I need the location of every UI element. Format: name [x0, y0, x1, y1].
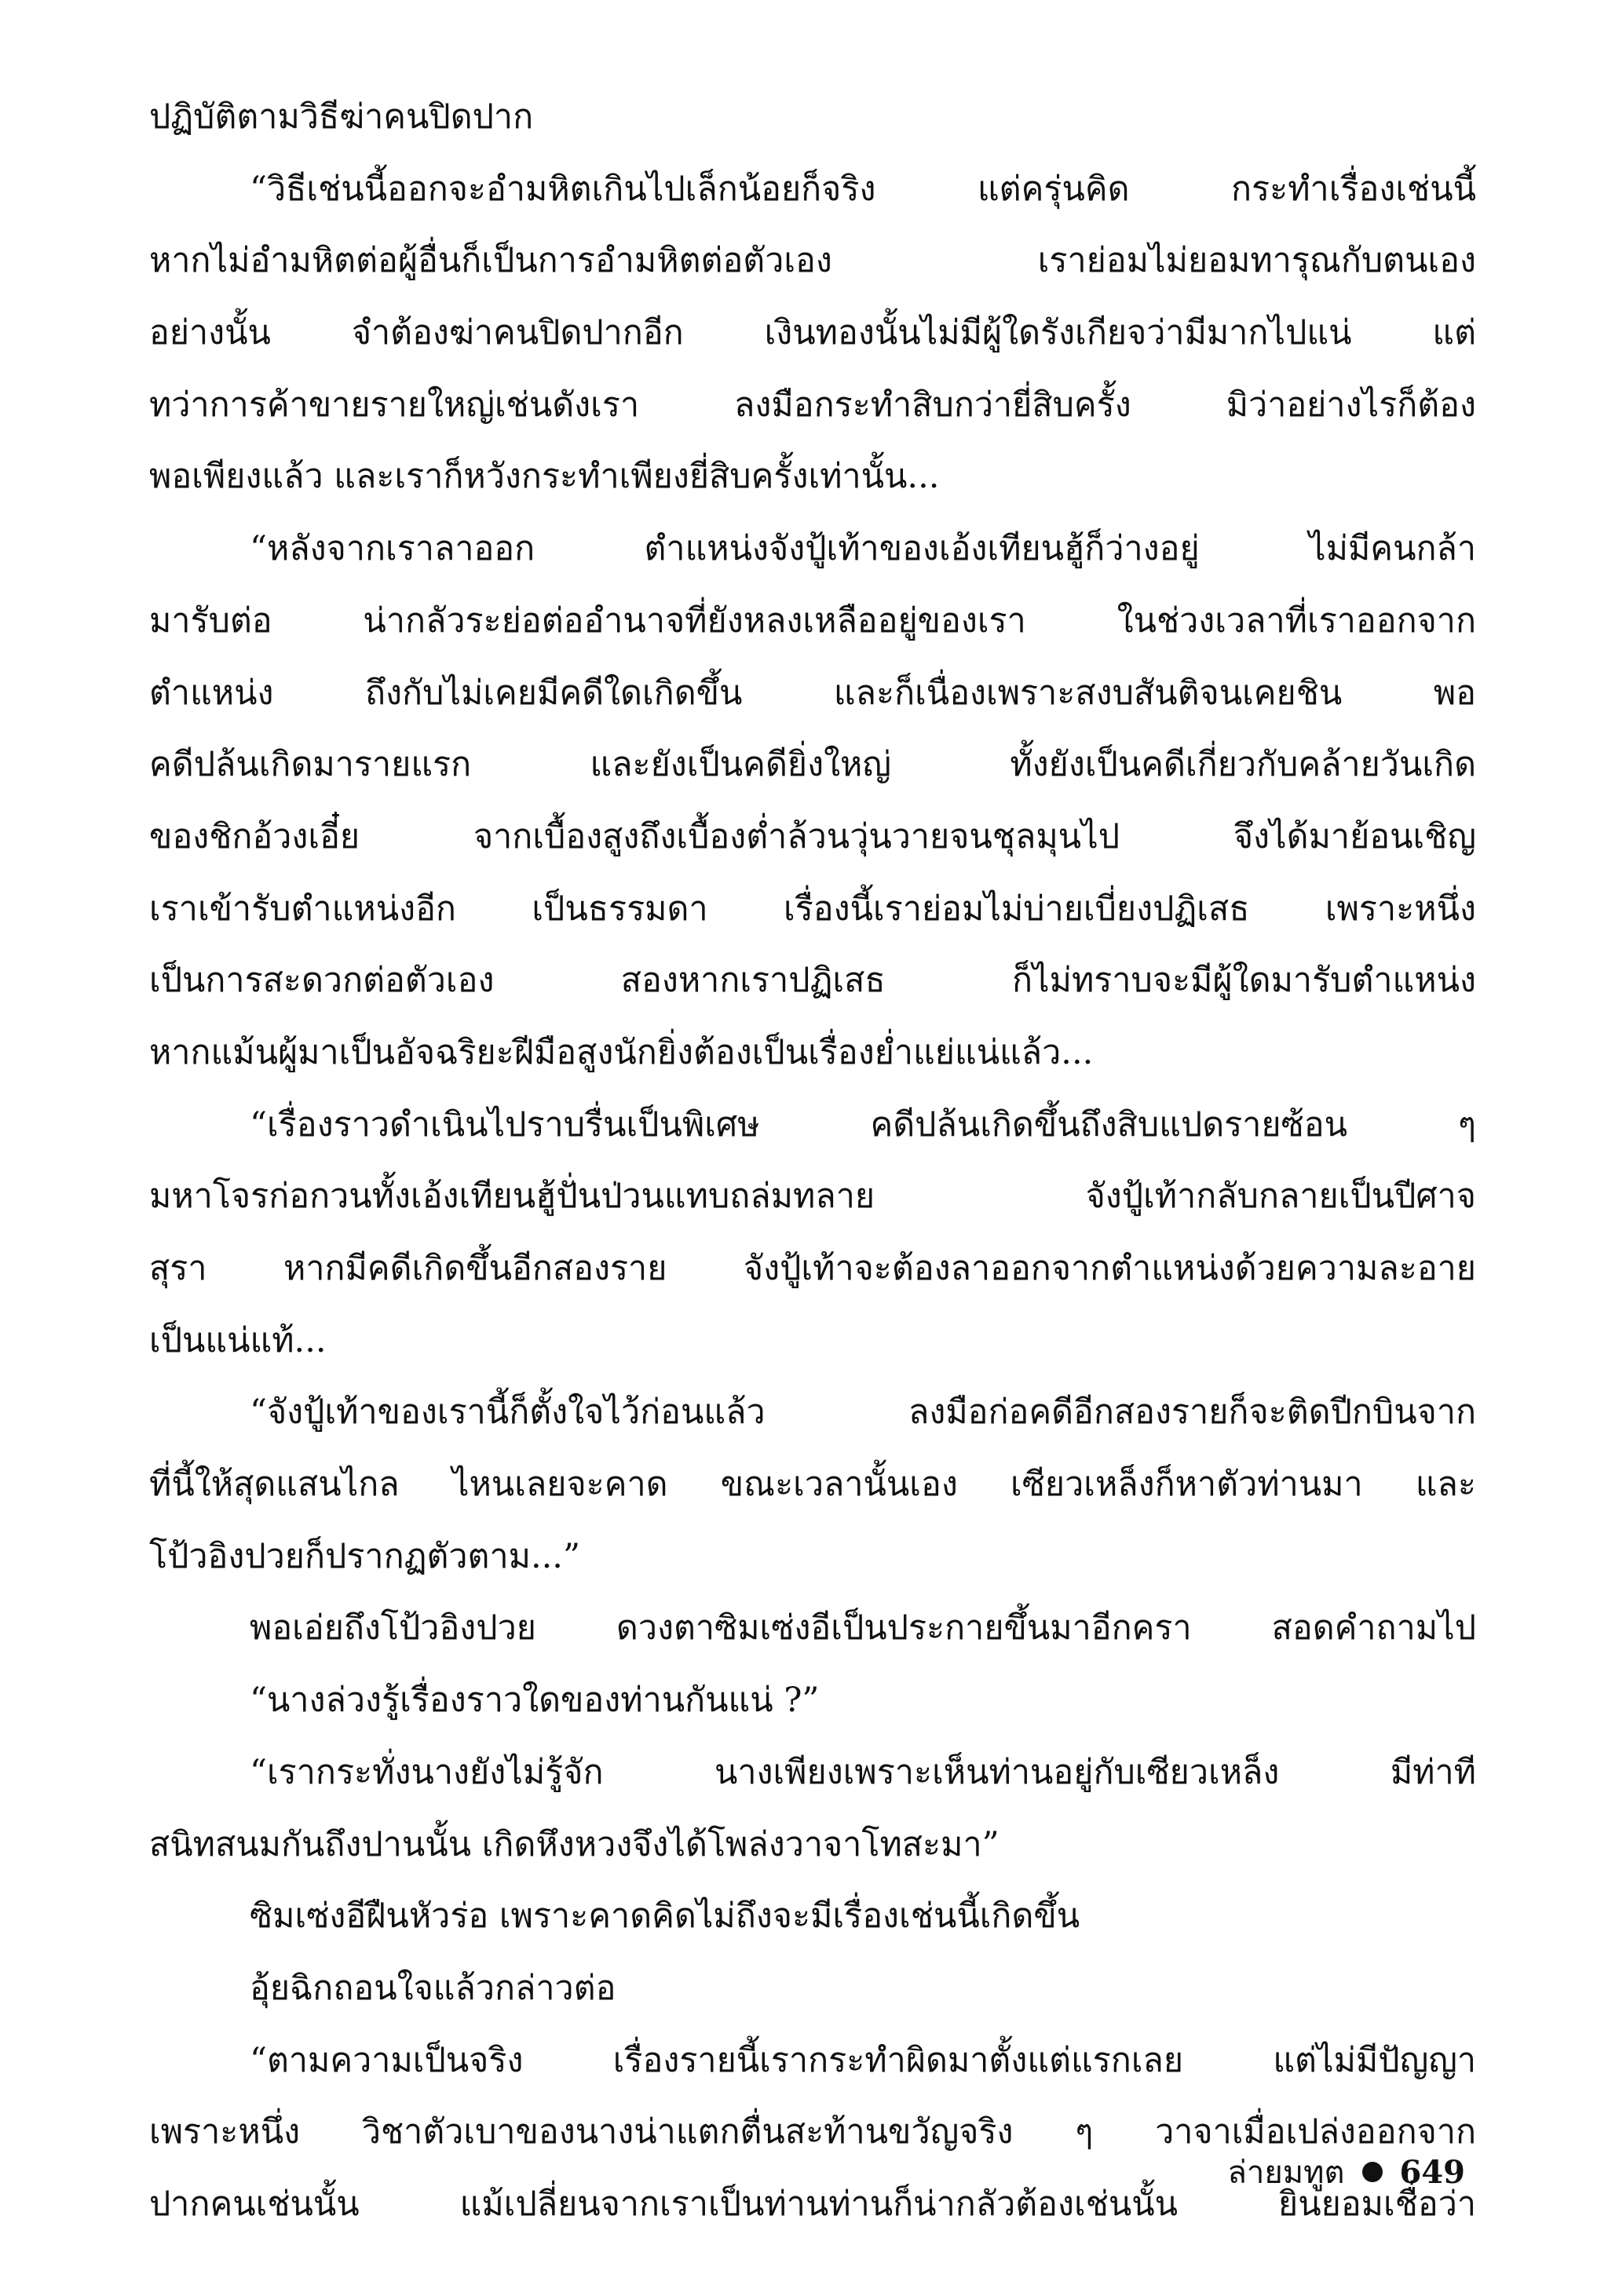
text-line: อย่างนั้น จำต้องฆ่าคนปิดปากอีก เงินทองนั้นไม่มีผู้ใดรังเกียจว่ามีมากไปแน่ แต่ [149, 313, 1476, 353]
body-text [149, 82, 1476, 2241]
text-line: ปฏิบัติตามวิธีฆ่าคนปิดปาก [149, 97, 534, 137]
text-line: เป็นแน่แท้... [149, 1320, 327, 1360]
text-line: เป็นการสะดวกต่อตัวเอง สองหากเราปฏิเสธ ก็ไม่ทราบจะมีผู้ใดมารับตำแหน่ง [149, 961, 1476, 1001]
text-line: “จังปู้เท้าของเรานี้ก็ตั้งใจไว้ก่อนแล้ว ลงมือก่อคดีอีกสองรายก็จะติดปีกบินจาก [250, 1393, 1476, 1433]
text-line: “เรื่องราวดำเนินไปราบรื่นเป็นพิเศษ คดีปล้นเกิดขึ้นถึงสิบแปดรายซ้อน ๆ [250, 1104, 1476, 1144]
text-line: “เรากระทั่งนางยังไม่รู้จัก นางเพียงเพราะเห็นท่านอยู่กับเซียวเหล็ง มีท่าที [250, 1752, 1476, 1792]
text-line: ตำแหน่ง ถึงกับไม่เคยมีคดีใดเกิดขึ้น และก็เนื่องเพราะสงบสันติจนเคยชิน พอ [149, 673, 1476, 713]
text-line: สุรา หากมีคดีเกิดขึ้นอีกสองราย จังปู้เท้าจะต้องลาออกจากตำแหน่งด้วยความละอาย [149, 1249, 1476, 1288]
text-line: ทว่าการค้าขายรายใหญ่เช่นดังเรา ลงมือกระทำสิบกว่ายี่สิบครั้ง มิว่าอย่างไรก็ต้อง [149, 385, 1476, 425]
text-line: มหาโจรก่อกวนทั้งเอ้งเทียนฮู้ปั่นป่วนแทบถล่มทลาย จังปู้เท้ากลับกลายเป็นปีศาจ [149, 1177, 1476, 1217]
page-number: 649 [1399, 2153, 1465, 2191]
text-line: มารับต่อ น่ากลัวระย่อต่ออำนาจที่ยังหลงเหลืออยู่ของเรา ในช่วงเวลาที่เราออกจาก [149, 600, 1476, 641]
text-line: ที่นี้ให้สุดแสนไกล ไหนเลยจะคาด ขณะเวลานั้นเอง เซียวเหล็งก็หาตัวท่านมา และ [149, 1465, 1476, 1505]
text-line: “หลังจากเราลาออก ตำแหน่งจังปู้เท้าของเอ้งเทียนฮู้ก็ว่างอยู่ ไม่มีคนกล้า [250, 529, 1476, 569]
text-line: พอเพียงแล้ว และเราก็หวังกระทำเพียงยี่สิบครั้งเท่านั้น... [149, 457, 940, 497]
text-line: ปากคนเช่นนั้น แม้เปลี่ยนจากเราเป็นท่านท่านก็น่ากลัวต้องเช่นนั้น ยินยอมเชื่อว่า [149, 2184, 1476, 2224]
page-footer [1227, 2147, 1465, 2197]
text-line: โป้วอิงปวยก็ปรากฏตัวตาม...” [149, 1536, 580, 1576]
text-line: พอเอ่ยถึงโป้วอิงปวย ดวงตาซิมเซ่งอีเป็นประกายขึ้นมาอีกครา สอดคำถามไป [250, 1608, 1476, 1648]
text-line: “นางล่วงรู้เรื่องราวใดของท่านกันแน่ ?” [250, 1681, 820, 1721]
text-line: เราเข้ารับตำแหน่งอีก เป็นธรรมดา เรื่องนี้เราย่อมไม่บ่ายเบี่ยงปฏิเสธ เพราะหนึ่ง [149, 889, 1476, 929]
text-line: คดีปล้นเกิดมารายแรก และยังเป็นคดียิ่งใหญ่ ทั้งยังเป็นคดีเกี่ยวกับคล้ายวันเกิด [149, 745, 1476, 785]
text-line: หากไม่อำมหิตต่อผู้อื่นก็เป็นการอำมหิตต่อตัวเอง เราย่อมไม่ยอมทารุณกับตนเอง [149, 241, 1476, 281]
text-line: ของชิกอ้วงเอี๋ย จากเบื้องสูงถึงเบื้องต่ำล้วนวุ่นวายจนชุลมุนไป จึงได้มาย้อนเชิญ [149, 816, 1476, 856]
text-line: อุ้ยฉิกถอนใจแล้วกล่าวต่อ [250, 1968, 616, 2008]
text-line: เพราะหนึ่ง วิชาตัวเบาของนางน่าแตกตื่นสะท้านขวัญจริง ๆ วาจาเมื่อเปล่งออกจาก [149, 2112, 1476, 2152]
bullet-icon [1362, 2162, 1383, 2182]
text-line: หากแม้นผู้มาเป็นอัจฉริยะฝีมือสูงนักยิ่งต้องเป็นเรื่องย่ำแย่แน่แล้ว... [149, 1032, 1094, 1072]
text-line: สนิทสนมกันถึงปานนั้น เกิดหึงหวงจึงได้โพล่งวาจาโทสะมา” [149, 1824, 1000, 1864]
text-line: “วิธีเช่นนี้ออกจะอำมหิตเกินไปเล็กน้อยก็จริง แต่ครุ่นคิด กระทำเรื่องเช่นนี้ [250, 169, 1476, 209]
text-line: “ตามความเป็นจริง เรื่องรายนี้เรากระทำผิดมาตั้งแต่แรกเลย แต่ไม่มีปัญญา [250, 2040, 1476, 2080]
text-line: ซิมเซ่งอีฝืนหัวร่อ เพราะคาดคิดไม่ถึงจะมีเรื่องเช่นนี้เกิดขึ้น [250, 1896, 1080, 1936]
running-title: ล่ายมทูต [1227, 2155, 1345, 2191]
